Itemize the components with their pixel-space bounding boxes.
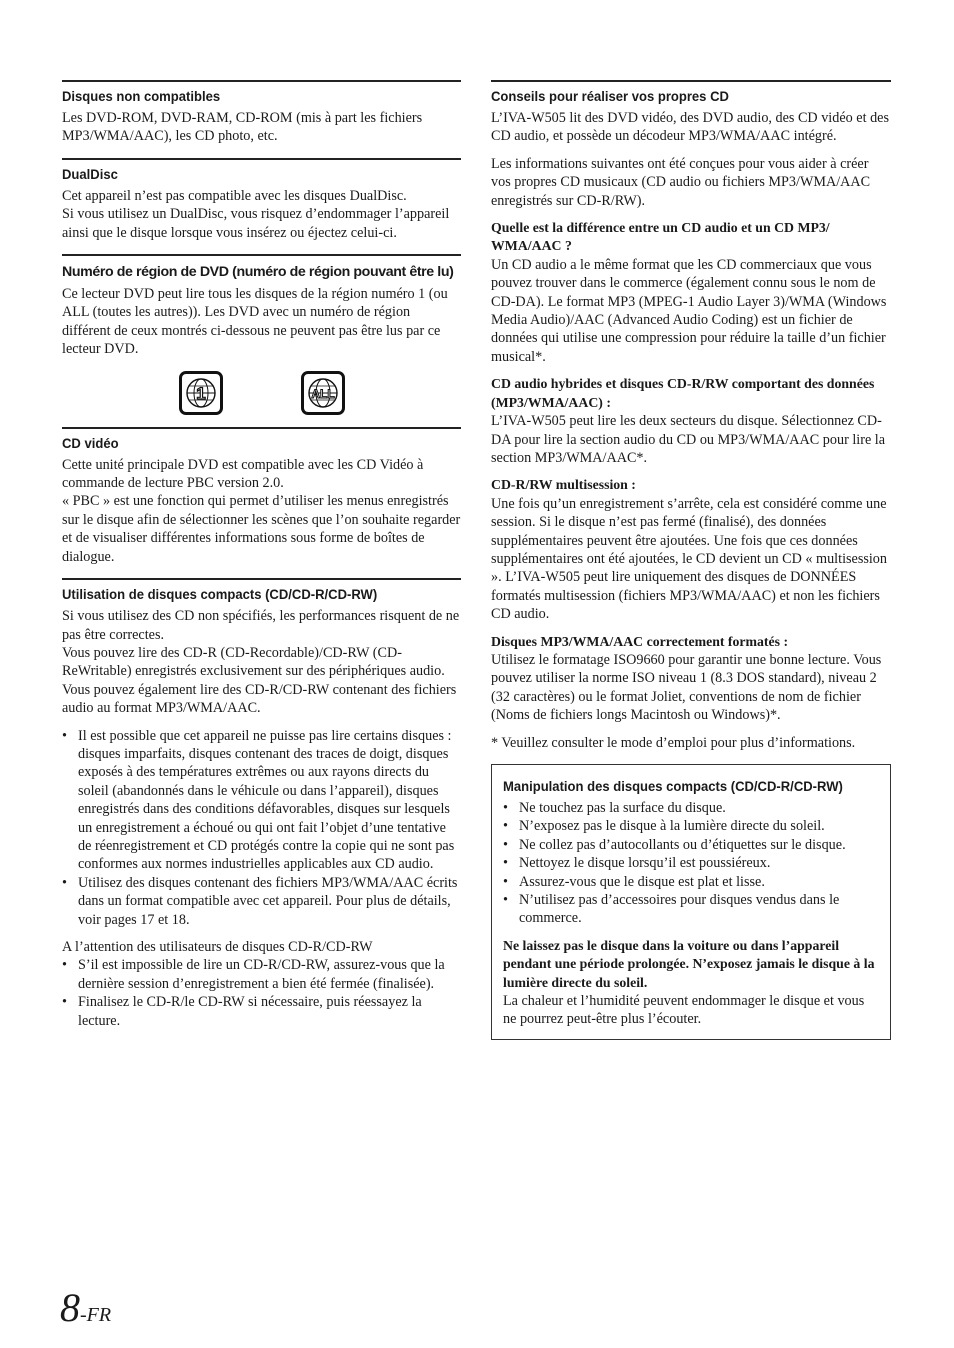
paragraph: A l’attention des utilisateurs de disques CD-R/CD-RW bbox=[62, 939, 373, 955]
paragraph: La chaleur et l’humidité peuvent endommager le disque et vous ne pourrez peut-être plus l’écouter. bbox=[503, 993, 865, 1028]
page-language-suffix: -FR bbox=[80, 1304, 112, 1326]
section-cd-usage bbox=[62, 578, 461, 1030]
footnote: * Veuillez consulter le mode d’emploi pour plus d’informations. bbox=[491, 734, 856, 751]
paragraph: L’IVA-W505 peut lire les deux secteurs du disque. Sélectionnez CD-DA pour lire la section audio du CD ou MP3/WMA/AAC pour lire la section MP3/WMA/AAC*. bbox=[491, 413, 886, 466]
region-all-label: ALL bbox=[310, 386, 335, 401]
paragraph: Une fois qu’un enregistrement s’arrête, cela est considéré comme une session. Si le disque n’est pas fermé (finalisé), des données supplémentaires peuvent être ajoutées. Une fois que ces données supplémentaires ont été ajoutées, le CD devient un CD « multisession ». L’IVA-W505 peut lire uniquement des disques de DONNÉES formatés multisession (fichiers MP3/WMA/AAC) et non les fichiers CD audio. bbox=[491, 495, 887, 623]
region-1-label: 1 bbox=[195, 383, 206, 403]
paragraph: Ce lecteur DVD peut lire tous les disques de la région numéro 1 (ou ALL (toutes les autres)). Les DVD avec un numéro de région différent de ceux montrés ci-dessous ne peuvent pas être lus par ce lecteur DVD. bbox=[62, 286, 448, 358]
bullet-list bbox=[62, 727, 461, 929]
section-title: DualDisc bbox=[62, 166, 118, 183]
paragraph: Si vous utilisez des CD non spécifiés, les performances risquent de ne pas être correctes. bbox=[62, 608, 460, 643]
list-item: • Finalisez le CD-R/le CD-RW si nécessaire, puis réessayez la lecture. bbox=[62, 993, 461, 1030]
paragraph: Cette unité principale DVD est compatible avec les CD Vidéo à commande de lecture PBC version 2.0. bbox=[62, 456, 424, 492]
box-title: Manipulation des disques compacts (CD/CD-R/CD-RW) bbox=[503, 779, 843, 795]
paragraph: Utilisez le formatage ISO9660 pour garantir une bonne lecture. Vous pouvez utiliser la norme ISO niveau 1 (8.3 DOS standard), niveau 2 (32 caractères) ou le format Joliet, conventions de nom de fichier (Noms de fichiers longs Macintosh ou Windows)*. bbox=[491, 651, 882, 724]
paragraph: « PBC » est une fonction qui permet d’utiliser les menus enregistrés sur le disque afin de sélectionner les scènes que l’on souhaite regarder et de visualiser différentes informations sous forme de boîtes de dialogue. bbox=[62, 493, 461, 565]
question-heading: CD audio hybrides et disques CD-R/RW comportant des données (MP3/WMA/AAC) : bbox=[491, 376, 875, 410]
left-column bbox=[62, 80, 461, 1042]
warning-text: Ne laissez pas le disque dans la voiture ou dans l’appareil pendant une période prolongée. N’exposez jamais le disque à la lumière directe du soleil. bbox=[503, 937, 875, 990]
bullet-list bbox=[62, 956, 461, 1030]
section-title: Disques non compatibles bbox=[62, 89, 221, 105]
question-heading: CD-R/RW multisession : bbox=[491, 477, 636, 493]
list-item: • Il est possible que cet appareil ne puisse pas lire certains disques : disques imparfaits, disques contenant des traces de doigt, disques exposés à des températures extrêmes ou aux rayons directs du soleil (abandonnés dans le véhicule ou dans l’appareil), disques enregistrés dans des conditions défavorables, disques sur lesquels un enregistrement a échoué ou qui ont fait l’objet d’une tentative de réenregistrement et CD protégés contre la copie qui ne sont pas conformes aux normes industrielles applicables aux CD audio. bbox=[62, 727, 461, 874]
paragraph: Si vous utilisez un DualDisc, vous risquez d’endommager l’appareil ainsi que le disque lorsque vous insérez ou éjectez celui-ci. bbox=[62, 206, 450, 241]
region-all-icon bbox=[301, 371, 345, 415]
section-dvd-region bbox=[62, 254, 461, 415]
section-title: Utilisation de disques compacts (CD/CD-R/CD-RW) bbox=[62, 587, 378, 604]
section-video-cd bbox=[62, 427, 461, 566]
paragraph: L’IVA-W505 lit des DVD vidéo, des DVD audio, des CD vidéo et des CD audio, et possède un décodeur MP3/WMA/AAC intégré. bbox=[491, 110, 889, 145]
list-item: • Utilisez des disques contenant des fichiers MP3/WMA/AAC écrits dans un format compatible avec cet appareil. Pour plus de détails, voir pages 17 et 18. bbox=[62, 874, 461, 929]
section-title: CD vidéo bbox=[62, 435, 119, 452]
list-item: • Ne touchez pas la surface du disque. bbox=[503, 799, 879, 817]
list-item: • S’il est impossible de lire un CD-R/CD-RW, assurez-vous que la dernière session d’enregistrement a bien été fermée (finalisée). bbox=[62, 956, 461, 993]
paragraph: Un CD audio a le même format que les CD commerciaux que vous pouvez trouver dans le commerce (également connu sous le nom de CD-DA). Le format MP3 (MPEG-1 Audio Layer 3)/WMA (Windows Media Audio)/AAC (Advanced Audio Coding) est un fichier de données qui utilise une compression pour réduire la taille d’un fichier musical*. bbox=[491, 256, 887, 365]
bullet-list bbox=[503, 799, 879, 928]
list-item: • Assurez-vous que le disque est plat et lisse. bbox=[503, 873, 879, 891]
right-column bbox=[491, 80, 891, 1040]
page-number bbox=[60, 1285, 112, 1330]
list-item: • Nettoyez le disque lorsqu’il est poussiéreux. bbox=[503, 854, 879, 872]
paragraph: Les informations suivantes ont été conçues pour vous aider à créer vos propres CD musicaux (CD audio ou fichiers MP3/WMA/AAC enregistrés sur CD-R/RW). bbox=[491, 155, 871, 209]
list-item: • Ne collez pas d’autocollants ou d’étiquettes sur le disque. bbox=[503, 836, 879, 854]
section-title: Numéro de région de DVD (numéro de région pouvant être lu) bbox=[62, 264, 454, 281]
paragraph: Vous pouvez lire des CD-R (CD-Recordable)/CD-RW (CD-ReWritable) enregistrés exclusivement sur des périphériques audio. Vous pouvez également lire des CD-R/CD-RW contenant des fichiers audio au format MP3/WMA/AAC. bbox=[62, 644, 457, 717]
region-1-icon bbox=[179, 371, 223, 415]
paragraph: Les DVD-ROM, DVD-RAM, CD-ROM (mis à part les fichiers MP3/WMA/AAC), les CD photo, etc. bbox=[62, 110, 423, 145]
handling-box bbox=[491, 764, 891, 1040]
section-dualdisc bbox=[62, 158, 461, 242]
list-item: • N’exposez pas le disque à la lumière directe du soleil. bbox=[503, 817, 879, 835]
question-heading: Disques MP3/WMA/AAC correctement formatés : bbox=[491, 633, 789, 649]
paragraph: Cet appareil n’est pas compatible avec les disques DualDisc. bbox=[62, 187, 407, 204]
page-number-digit: 8 bbox=[60, 1285, 80, 1330]
list-item: • N’utilisez pas d’accessoires pour disques vendus dans le commerce. bbox=[503, 891, 879, 928]
region-icons bbox=[62, 371, 461, 415]
question-heading: Quelle est la différence entre un CD audio et un CD MP3/ WMA/AAC ? bbox=[491, 220, 830, 254]
section-own-cd-tips bbox=[491, 80, 891, 752]
section-title: Conseils pour réaliser vos propres CD bbox=[491, 89, 729, 105]
section-incompatible-discs bbox=[62, 80, 461, 146]
